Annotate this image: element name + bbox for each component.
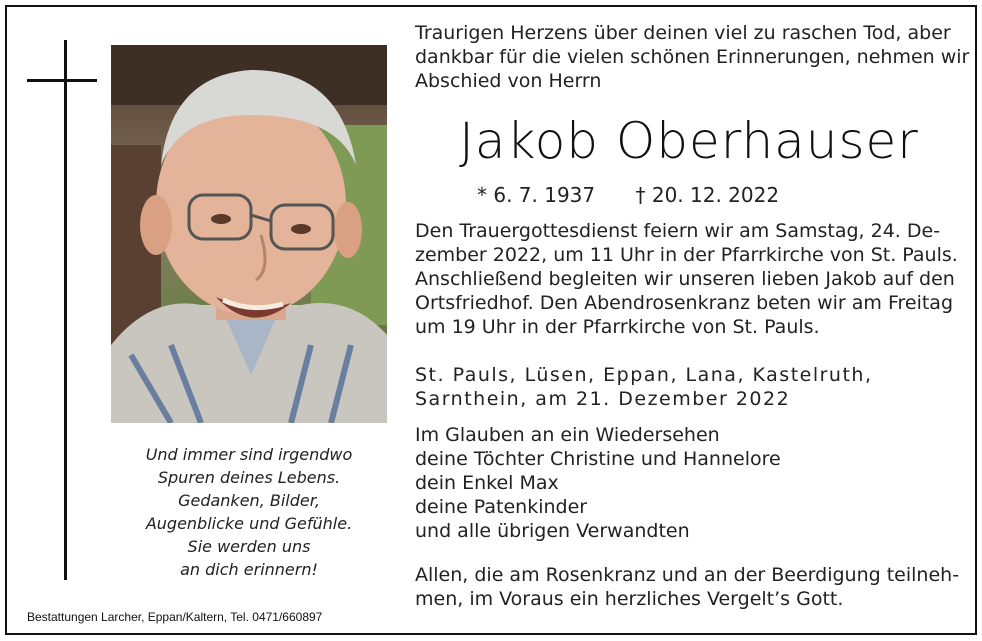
thanks-line: men, im Voraus ein herzliches Vergelt’s Gott.: [415, 588, 844, 610]
places-line: St. Pauls, Lüsen, Eppan, Lana, Kastelruth,: [415, 364, 873, 386]
memorial-verse: [111, 443, 387, 581]
thanks-note: [415, 563, 963, 611]
intro-line: Abschied von Herrn: [415, 70, 602, 92]
intro-text: [415, 21, 970, 93]
service-line: Anschließend begleiten wir unseren lieben Jakob auf den: [415, 268, 955, 290]
service-line: Den Trauergottesdienst feiern wir am Samstag, 24. De-: [415, 220, 941, 242]
service-line: Ortsfriedhof. Den Abendrosenkranz beten wir am Freitag: [415, 292, 954, 314]
service-line: um 19 Uhr in der Pfarrkirche von St. Pauls.: [415, 316, 820, 338]
thanks-line: Allen, die am Rosenkranz und an der Beerdigung teilneh-: [415, 564, 960, 586]
verse-line: an dich erinnern!: [180, 560, 318, 579]
funeral-home-footer: Bestattungen Larcher, Eppan/Kaltern, Tel. 0471/660897: [27, 610, 323, 624]
mourner-line: deine Patenkinder: [415, 496, 588, 518]
mourner-line: deine Töchter Christine und Hannelore: [415, 448, 781, 470]
death-date: † 20. 12. 2022: [635, 183, 780, 207]
mourner-line: Im Glauben an ein Wiedersehen: [415, 424, 720, 446]
cross-icon: [64, 40, 67, 580]
mourners-list: [415, 423, 963, 543]
verse-line: Gedanken, Bilder,: [178, 491, 320, 510]
portrait-photo: [111, 45, 387, 423]
verse-line: Spuren deines Lebens.: [157, 468, 341, 487]
service-info: [415, 219, 963, 339]
places-and-date: [415, 363, 963, 411]
intro-line: Traurigen Herzens über deinen viel zu raschen Tod, aber: [415, 22, 951, 44]
verse-line: Und immer sind irgendwo: [145, 445, 353, 464]
life-dates: [477, 183, 813, 207]
cross-icon-bar: [27, 79, 97, 82]
verse-line: Augenblicke und Gefühle.: [145, 514, 353, 533]
deceased-name: Jakob Oberhauser: [459, 112, 919, 170]
mourner-line: und alle übrigen Verwandten: [415, 520, 690, 542]
portrait-illustration: [111, 45, 387, 423]
obituary-card: [5, 5, 977, 635]
verse-line: Sie werden uns: [187, 537, 311, 556]
service-line: zember 2022, um 11 Uhr in der Pfarrkirche von St. Pauls.: [415, 244, 958, 266]
places-line: Sarnthein, am 21. Dezember 2022: [415, 388, 791, 410]
birth-date: * 6. 7. 1937: [477, 183, 596, 207]
intro-line: dankbar für die vielen schönen Erinnerungen, nehmen wir: [415, 46, 970, 68]
mourner-line: dein Enkel Max: [415, 472, 559, 494]
